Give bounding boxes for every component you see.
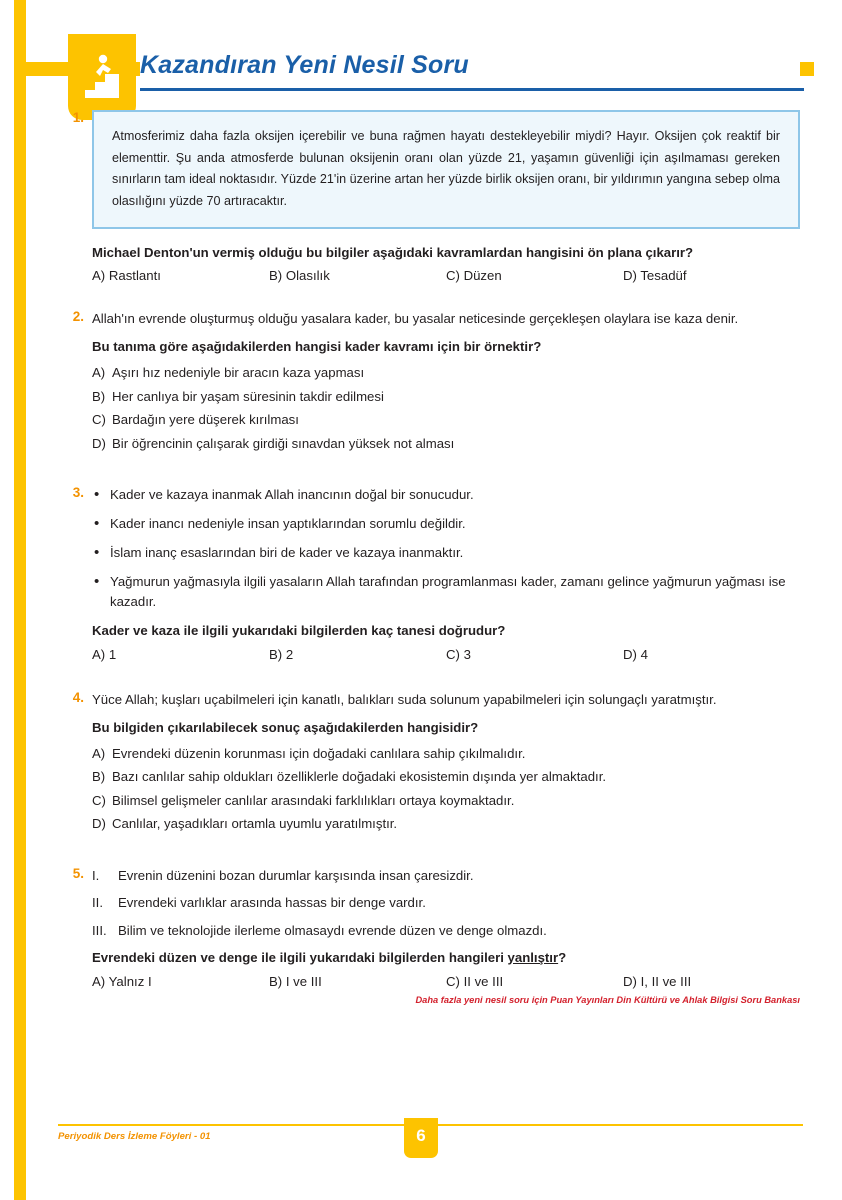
option-text: Her canlıya bir yaşam süresinin takdir edilmesi — [112, 388, 384, 404]
option-label: D) — [92, 435, 106, 451]
option-c[interactable]: C) II ve III — [446, 973, 504, 989]
prompt-underlined: yanlıştır — [507, 950, 559, 966]
option-a[interactable]: A) Rastlantı — [92, 268, 161, 284]
roman-text: Bilim ve teknolojide ilerleme olmasaydı evrende düzen ve denge olmazdı. — [118, 922, 547, 938]
roman-label: I. — [92, 867, 100, 883]
page-header — [0, 26, 842, 88]
prompt-post: ? — [558, 950, 567, 966]
header-blue-rule — [140, 88, 804, 91]
question-stem: Yüce Allah; kuşları uçabilmeleri için kanatlı, balıkları suda solunum yapabilmeleri için solungaçlı yaratmıştır. — [92, 692, 717, 708]
option-c[interactable]: C) 3 — [446, 647, 471, 663]
roman-label: II. — [92, 895, 103, 911]
question-number: 2. — [72, 309, 84, 325]
header-badge — [68, 34, 136, 120]
footer-label: Periyodik Ders İzleme Föyleri - 01 — [58, 1131, 211, 1142]
question-4 — [0, 690, 842, 836]
option-b[interactable]: B) 2 — [269, 647, 294, 663]
option-text: Aşırı hız nedeniyle bir aracın kaza yapması — [112, 365, 365, 381]
roman-list — [92, 866, 800, 941]
options-column — [92, 361, 800, 455]
list-item: • Kader inancı nedeniyle insan yaptıklarından sorumlu değildir. — [92, 514, 800, 534]
option-label: C) — [92, 792, 106, 808]
question-prompt: Bu tanıma göre aşağıdakilerden hangisi kader kavramı için bir örnektir? — [92, 339, 542, 355]
page-number-badge: 6 — [404, 1118, 438, 1158]
list-item: • Yağmurun yağmasıyla ilgili yasaların Allah tarafından programlanması kader, zamanı gelince yağmurun yağması ise kazadır. — [92, 572, 800, 612]
question-prompt: Bu bilgiden çıkarılabilecek sonuç aşağıdakilerden hangisidir? — [92, 719, 479, 735]
options-row — [92, 647, 800, 662]
option-text: Canlılar, yaşadıkları ortamla uyumlu yaratılmıştır. — [112, 816, 398, 832]
option-d[interactable]: D) Tesadüf — [623, 268, 687, 284]
option-b[interactable] — [92, 765, 800, 789]
passage-box — [92, 110, 800, 229]
option-label: B) — [92, 769, 106, 785]
question-number: 1. — [72, 110, 84, 125]
option-d[interactable] — [92, 432, 800, 456]
option-a[interactable]: A) 1 — [92, 647, 117, 663]
roman-label: III. — [92, 922, 107, 938]
option-text: Bardağın yere düşerek kırılması — [112, 412, 299, 428]
question-3 — [0, 485, 842, 662]
prompt-pre: Evrendeki düzen ve denge ile ilgili yukarıdaki bilgilerden hangileri — [92, 950, 508, 966]
option-text: Bilimsel gelişmeler canlılar arasındaki farklılıkları ortaya koymaktadır. — [112, 792, 515, 808]
option-d[interactable] — [92, 812, 800, 836]
option-d[interactable]: D) I, II ve III — [623, 973, 692, 989]
option-label: A) — [92, 745, 106, 761]
question-list — [0, 110, 842, 1007]
passage-text: Atmosferimiz daha fazla oksijen içerebilir ve buna rağmen hayatı destekleyebilir miydi? Hayır. Oksijen çok reaktif bir elementtir. Şu anda atmosferde bulunan oksijenin oranı olan yüzde 21, yaşamın güvenliği için aşılmaması gereken sınırların tam ideal noktasıdır. Yüzde 21'in üzerine artan her yüzde birlik oksijen oranı, bir yıldırımın yangına sebep olma olasılığını yüzde 70 artıracaktır. — [112, 129, 780, 208]
option-label: A) — [92, 365, 106, 381]
option-text: Bazı canlılar sahip oldukları özelliklerle doğadaki ekosistemin dışında yer almaktadır. — [112, 769, 607, 785]
question-number: 3. — [72, 485, 84, 501]
question-number: 4. — [72, 690, 84, 706]
question-prompt — [92, 948, 800, 968]
option-b[interactable]: B) I ve III — [269, 973, 322, 989]
option-a[interactable] — [92, 742, 800, 766]
options-column — [92, 742, 800, 836]
option-c[interactable] — [92, 789, 800, 813]
question-prompt: Michael Denton'un vermiş olduğu bu bilgiler aşağıdaki kavramlardan hangisini ön plana çıkarır? — [92, 244, 694, 260]
bullet-list — [92, 485, 800, 612]
question-number: 5. — [72, 865, 84, 881]
question-stem: Allah'ın evrende oluşturmuş olduğu yasalara kader, bu yasalar neticesinde gerçekleşen olaylara ise kaza denir. — [92, 311, 739, 327]
question-prompt: Kader ve kaza ile ilgili yukarıdaki bilgilerden kaç tanesi doğrudur? — [92, 623, 506, 639]
option-label: D) — [92, 816, 106, 832]
list-item: • İslam inanç esaslarından biri de kader ve kazaya inanmaktır. — [92, 543, 800, 563]
option-label: B) — [92, 388, 106, 404]
question-1 — [0, 110, 842, 283]
option-d[interactable]: D) 4 — [623, 647, 648, 663]
header-title-container — [140, 42, 800, 88]
options-row — [92, 974, 800, 989]
option-c[interactable]: C) Düzen — [446, 268, 502, 284]
option-c[interactable] — [92, 408, 800, 432]
question-5 — [0, 866, 842, 989]
question-2 — [0, 309, 842, 455]
option-a[interactable]: A) Yalnız I — [92, 973, 152, 989]
list-item: • Kader ve kazaya inanmak Allah inancının doğal bir sonucudur. — [92, 485, 800, 505]
option-text: Evrendeki düzenin korunması için doğadaki canlılara sahip çıkılmalıdır. — [112, 745, 526, 761]
option-text: Bir öğrencinin çalışarak girdiği sınavdan yüksek not alması — [112, 435, 455, 451]
page-title: Kazandıran Yeni Nesil Soru — [140, 50, 469, 79]
option-a[interactable] — [92, 361, 800, 385]
roman-text: Evrendeki varlıklar arasında hassas bir denge vardır. — [118, 895, 426, 911]
list-item — [92, 921, 800, 941]
option-b[interactable]: B) Olasılık — [269, 268, 330, 284]
list-item — [92, 866, 800, 886]
list-item — [92, 893, 800, 913]
roman-text: Evrenin düzenini bozan durumlar karşısında insan çaresizdir. — [118, 867, 474, 883]
runner-stairs-icon — [81, 50, 123, 102]
options-row — [92, 268, 800, 283]
footnote-text: Daha fazla yeni nesil soru için Puan Yayınları Din Kültürü ve Ahlak Bilgisi Soru Bankası — [415, 995, 800, 1005]
option-b[interactable] — [92, 385, 800, 409]
option-label: C) — [92, 412, 106, 428]
